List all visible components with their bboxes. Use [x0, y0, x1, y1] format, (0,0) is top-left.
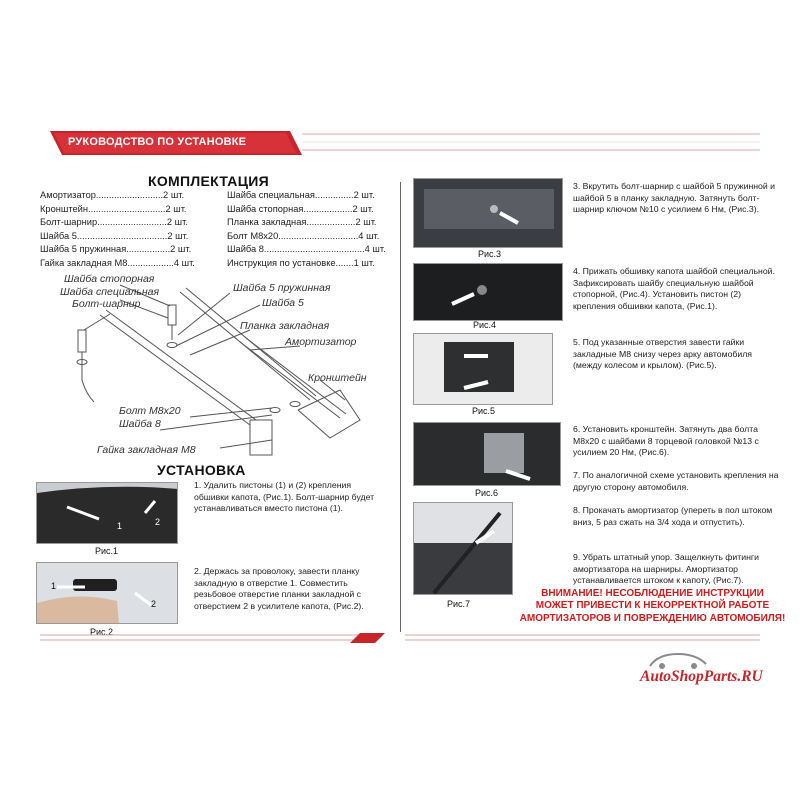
- caption-fig6: Рис.6: [475, 488, 499, 498]
- photo-fig5: [413, 333, 553, 405]
- warning-line: АМОРТИЗАТОРОВ И ПОВРЕЖДЕНИЮ АВТОМОБИЛЯ!: [519, 612, 786, 624]
- brand-logo[interactable]: AutoShopParts.RU: [640, 668, 763, 685]
- kit-item: Шайба специальная...............2 шт.: [227, 190, 375, 200]
- kit-item: Кронштейн..............................2 шт.: [40, 203, 187, 214]
- step-6: 6. Установить кронштейн. Затянуть два болта М8х20 с шайбами 8 торцевой головкой №13 с усилием 20 Нм, (Рис.6).: [573, 424, 759, 458]
- install-title: УСТАНОВКА: [157, 462, 246, 478]
- kit-item: Болт М8х20...............................4 шт.: [227, 230, 380, 241]
- photo-fig6: [413, 422, 561, 486]
- kit-item: Инструкция по установке.......1 шт.: [227, 257, 375, 268]
- kit-list-right: [227, 189, 386, 271]
- label-special-washer: Шайба специальная: [60, 286, 160, 298]
- caption-fig1: Рис.1: [95, 546, 119, 556]
- num-marker: 2: [151, 599, 157, 609]
- photo-fig1: [36, 482, 178, 544]
- page-title: РУКОВОДСТВО ПО УСТАНОВКЕ: [68, 136, 247, 148]
- step-5: 5. Под указанные отверстия завести гайки закладные М8 снизу через арку автомобиля (между колесом и крылом). (Рис.5).: [573, 337, 753, 371]
- kit-list-left: [40, 189, 195, 271]
- warning-line: МОЖЕТ ПРИВЕСТИ К НЕКОРРЕКТНОЙ РАБОТЕ: [535, 600, 770, 612]
- photo-fig2: [36, 562, 178, 624]
- step-4: 4. Прижать обшивку капота шайбой специальной. Зафиксировать шайбу специальную шайбой стопорной, (Рис.4). Установить пистон (2) крепления обшивки капота, (Рис.1).: [573, 266, 775, 311]
- warning-line: ВНИМАНИЕ! НЕСОБЛЮДЕНИЕ ИНСТРУКЦИИ: [541, 588, 764, 599]
- label-washer5: Шайба 5: [262, 297, 304, 309]
- kit-item: Шайба 5...................................2 шт.: [40, 230, 189, 241]
- car-logo-icon: [648, 650, 708, 670]
- label-spring-washer: Шайба 5 пружинная: [233, 282, 331, 294]
- photo-fig7: [413, 502, 513, 595]
- step-9: 9. Убрать штатный упор. Защелкнуть фитинги амортизатора на шарниры. Амортизатор устанавливается штоком к капоту, (Рис.7).: [573, 552, 759, 586]
- caption-fig3: Рис.3: [478, 249, 502, 259]
- label-hinge-bolt: Болт-шарнир: [72, 298, 141, 310]
- header-banner: [40, 128, 760, 158]
- photo-fig4: [413, 263, 563, 321]
- num-marker: 2: [155, 517, 161, 527]
- kit-item: Болт-шарнир...........................2 шт.: [40, 217, 188, 228]
- footer-stripe-right: [405, 632, 760, 644]
- kit-item: Шайба стопорная...................2 шт.: [227, 203, 374, 214]
- label-washer8: Шайба 8: [119, 418, 161, 430]
- kit-item: Шайба 8.......................................4 шт.: [227, 244, 386, 255]
- footer-stripe: [40, 632, 385, 644]
- step-7: 7. По аналогичной схеме установить крепления на другую сторону автомобиля.: [573, 470, 779, 492]
- label-stop-washer: Шайба стопорная: [64, 273, 155, 285]
- num-marker: 1: [51, 581, 57, 591]
- step-8: 8. Прокачать амортизатор (упереть в пол штоком вниз, 5 раз сжать на 3/4 хода и отпустить).: [573, 505, 773, 527]
- label-damper: Амортизатор: [285, 336, 357, 348]
- caption-fig2: Рис.2: [90, 627, 114, 637]
- column-divider: [400, 182, 401, 632]
- step-3: 3. Вкрутить болт-шарнир с шайбой 5 пружинной и шайбой 5 в планку закладную. Затянуть болт-шарнир ключом №10 с усилием 6 Нм, (Рис.3).: [573, 181, 775, 215]
- caption-fig4: Рис.4: [473, 320, 497, 330]
- label-plate: Планка закладная: [240, 320, 330, 332]
- num-marker: 1: [117, 521, 123, 531]
- step-1: 1. Удалить пистоны (1) и (2) крепления обшивки капота, (Рис.1). Болт-шарнир будет устанавливаться вместо пистона (1).: [194, 480, 375, 514]
- kit-item: Планка закладная...................2 шт.: [227, 217, 377, 228]
- label-bolt: Болт М8х20: [119, 405, 181, 417]
- step-2: 2. Держась за проволоку, завести планку закладную в отверстие 1. Совместить резьбовое отверстие планки закладной с отверстием 2 в усилителе капота, (Рис.2).: [194, 566, 364, 611]
- label-bracket: Кронштейн: [308, 372, 367, 384]
- kit-title: КОМПЛЕКТАЦИЯ: [148, 173, 269, 189]
- caption-fig5: Рис.5: [472, 406, 496, 416]
- kit-item: Амортизатор..........................2 шт.: [40, 190, 185, 200]
- kit-item: Гайка закладная М8..................4 шт.: [40, 257, 195, 268]
- photo-fig3: [413, 178, 563, 248]
- caption-fig7: Рис.7: [447, 599, 471, 609]
- warning-text: [515, 588, 790, 625]
- kit-item: Шайба 5 пружинная.................2 шт.: [40, 244, 192, 255]
- label-nut: Гайка закладная М8: [97, 444, 196, 456]
